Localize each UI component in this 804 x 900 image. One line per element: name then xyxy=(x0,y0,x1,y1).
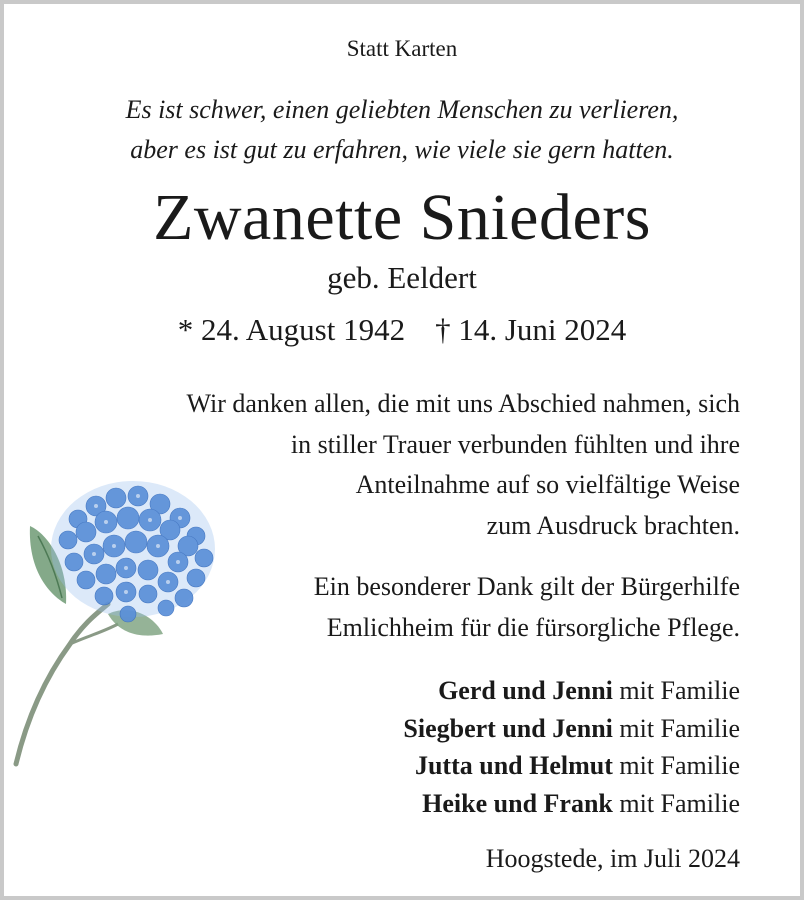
maiden-name: geb. Eeldert xyxy=(327,260,477,295)
thanks-line: in stiller Trauer verbunden fühlten und ihre xyxy=(290,429,740,459)
signer-line xyxy=(403,672,740,710)
notice-header: Statt Karten xyxy=(346,36,458,61)
special-thanks-line: Ein besonderer Dank gilt der Bürgerhilfe xyxy=(313,572,740,601)
birth-date: * 24. August 1942 xyxy=(177,312,406,347)
signer-names: Jutta und Helmut xyxy=(414,751,613,780)
quote-line: Es ist schwer, einen geliebten Menschen zu verlieren, xyxy=(125,95,679,124)
death-date: † 14. Juni 2024 xyxy=(435,312,627,347)
signer-line xyxy=(403,747,740,785)
special-thanks xyxy=(314,566,740,648)
signer-suffix: mit Familie xyxy=(619,713,740,743)
signer-suffix: mit Familie xyxy=(619,751,740,780)
signer-suffix: mit Familie xyxy=(619,676,740,705)
signer-names: Heike und Frank xyxy=(422,788,613,818)
quote xyxy=(4,90,800,170)
thanks-line: Wir danken allen, die mit uns Abschied nahmen, sich xyxy=(186,389,740,418)
special-thanks-line: Emlichheim für die fürsorgliche Pflege. xyxy=(326,613,740,642)
signer-suffix: mit Familie xyxy=(619,788,740,818)
signer-line xyxy=(403,710,740,748)
deceased-name: Zwanette Snieders xyxy=(153,181,651,254)
thanks-line: Anteilnahme auf so vielfältige Weise xyxy=(355,470,740,499)
signer-names: Gerd und Jenni xyxy=(438,676,613,705)
life-dates xyxy=(4,312,800,348)
signers-list xyxy=(403,672,740,822)
thanks-paragraph xyxy=(187,384,741,546)
signer-names: Siegbert und Jenni xyxy=(403,713,613,743)
quote-line: aber es ist gut zu erfahren, wie viele sie gern hatten. xyxy=(130,135,674,164)
signer-line xyxy=(403,785,740,823)
place-date: Hoogstede, im Juli 2024 xyxy=(485,844,740,873)
thanks-line: zum Ausdruck brachten. xyxy=(486,510,740,540)
